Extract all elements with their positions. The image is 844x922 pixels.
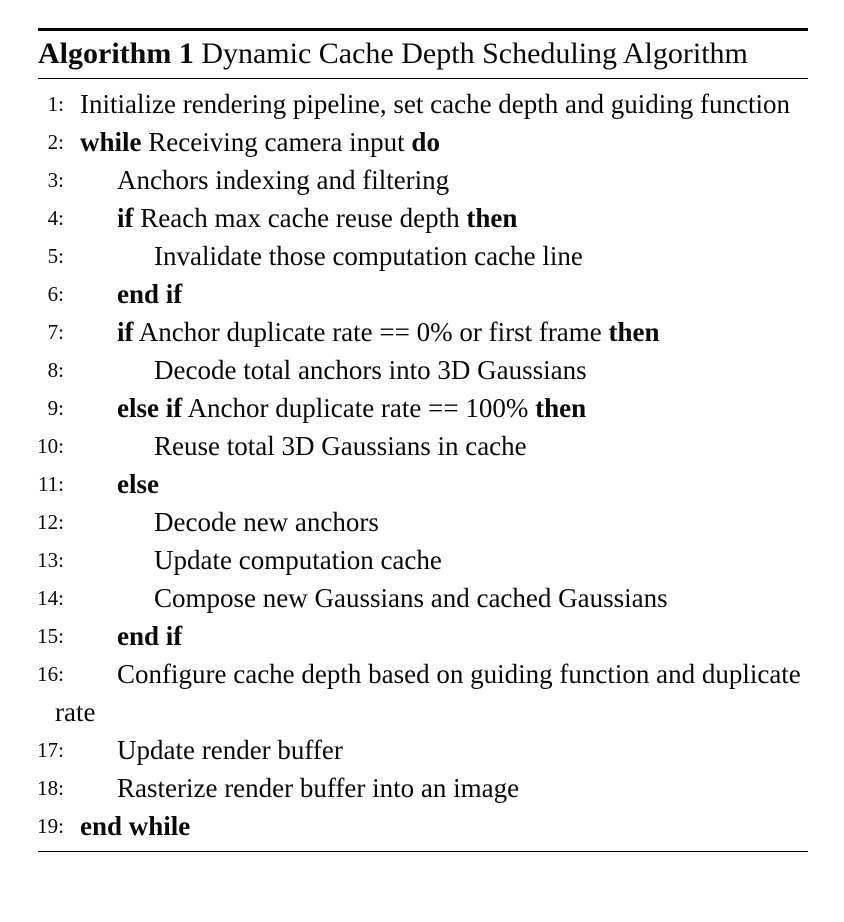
line-text: if Anchor duplicate rate == 0% or first frame then	[117, 317, 660, 347]
line-number: 6:	[47, 282, 64, 306]
line-text: Compose new Gaussians and cached Gaussians	[154, 583, 668, 613]
algorithm-line-12	[38, 503, 808, 541]
line-text: Initialize rendering pipeline, set cache depth and guiding function	[80, 89, 791, 119]
keyword: do	[411, 127, 440, 157]
keyword: then	[535, 393, 587, 423]
line-text	[55, 617, 808, 655]
algorithm-line-19	[38, 807, 808, 845]
algorithm-line-1	[38, 85, 808, 123]
line-text: Configure cache depth based on guiding function and duplicate rate	[55, 659, 801, 727]
line-text: Update computation cache	[154, 545, 442, 575]
line-text: Anchors indexing and filtering	[117, 165, 450, 195]
keyword: else	[117, 469, 159, 499]
algorithm-line-5	[38, 237, 808, 275]
bottom-rule	[38, 851, 808, 852]
line-text: Update render buffer	[117, 735, 343, 765]
keyword: else if	[117, 393, 183, 423]
algorithm-line-17	[38, 731, 808, 769]
line-number: 4:	[47, 206, 64, 230]
algorithm-line-8	[38, 351, 808, 389]
line-number: 18:	[37, 776, 64, 800]
algorithm-label: Algorithm 1	[38, 37, 194, 70]
algorithm-line-15	[38, 617, 808, 655]
line-number: 3:	[47, 168, 64, 192]
line-text: if Reach max cache reuse depth then	[117, 203, 518, 233]
algorithm-line-2	[38, 123, 808, 161]
line-text: else if Anchor duplicate rate == 100% then	[117, 393, 587, 423]
algorithm-line-13	[38, 541, 808, 579]
line-text: Decode total anchors into 3D Gaussians	[154, 355, 587, 385]
line-number: 9:	[47, 396, 64, 420]
line-text: Decode new anchors	[154, 507, 379, 537]
keyword: end while	[80, 811, 191, 841]
line-number: 2:	[47, 130, 64, 154]
algorithm-line-7	[38, 313, 808, 351]
keyword: if	[117, 317, 134, 347]
algorithm-body	[38, 79, 808, 851]
keyword: end if	[117, 621, 183, 651]
algorithm-line-6	[38, 275, 808, 313]
line-number: 7:	[47, 320, 64, 344]
algorithm-line-10	[38, 427, 808, 465]
line-number: 17:	[37, 738, 64, 762]
algorithm-line-11	[38, 465, 808, 503]
algorithm-title: Dynamic Cache Depth Scheduling Algorithm	[201, 37, 748, 70]
algorithm-line-4	[38, 199, 808, 237]
line-number: 11:	[37, 472, 64, 496]
keyword: then	[466, 203, 518, 233]
line-number: 13:	[37, 548, 64, 572]
line-number: 15:	[37, 624, 64, 648]
line-number: 14:	[37, 586, 64, 610]
keyword: while	[80, 127, 142, 157]
line-text: Invalidate those computation cache line	[154, 241, 583, 271]
line-text: Rasterize render buffer into an image	[117, 773, 520, 803]
algorithm-line-14	[38, 579, 808, 617]
algorithm-line-3	[38, 161, 808, 199]
line-number: 1:	[47, 92, 64, 116]
line-number: 10:	[37, 434, 64, 458]
line-text: while Receiving camera input do	[80, 127, 440, 157]
line-number: 5:	[47, 244, 64, 268]
line-number: 19:	[37, 814, 64, 838]
keyword: if	[117, 203, 134, 233]
line-text	[55, 275, 808, 313]
line-number: 16:	[37, 662, 64, 686]
algorithm-header	[38, 31, 808, 78]
algorithm-line-9	[38, 389, 808, 427]
line-number: 8:	[47, 358, 64, 382]
keyword: then	[608, 317, 660, 347]
algorithm-line-16	[38, 655, 808, 731]
algorithm-line-18	[38, 769, 808, 807]
line-text	[55, 465, 808, 503]
line-text	[55, 807, 808, 845]
line-text: Reuse total 3D Gaussians in cache	[154, 431, 527, 461]
line-number: 12:	[37, 510, 64, 534]
keyword: end if	[117, 279, 183, 309]
